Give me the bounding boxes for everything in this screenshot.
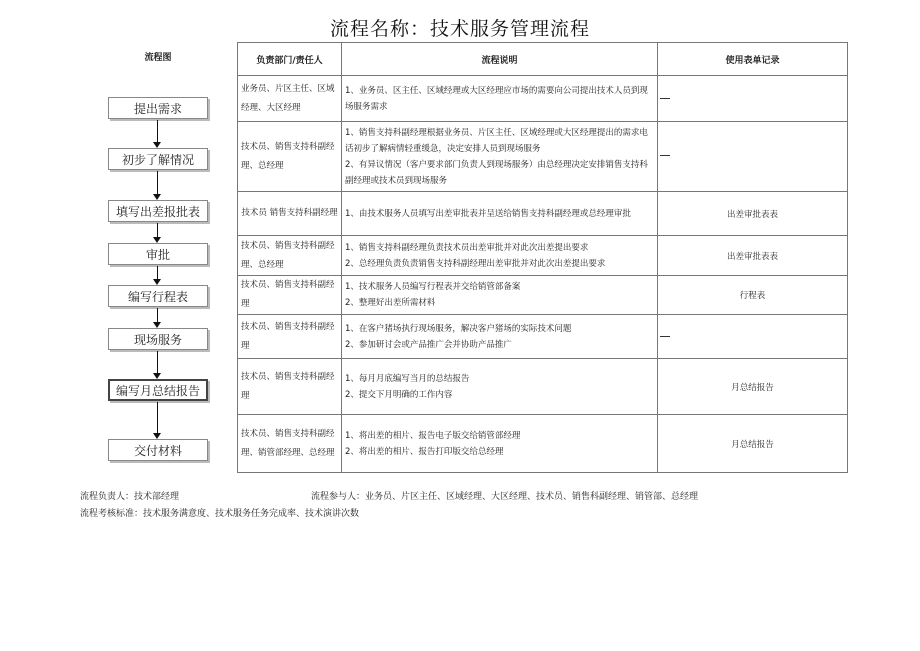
process-table: [237, 42, 848, 473]
flow-step-deliver-materials: 交付材料: [108, 439, 208, 461]
flow-arrow: [157, 266, 158, 283]
description-item: 1、技术服务人员编写行程表并交给销管部备案: [345, 282, 521, 292]
table-row: [238, 76, 848, 122]
flow-arrow: [157, 402, 158, 437]
flow-arrow: [157, 351, 158, 377]
row-description: [342, 276, 658, 315]
flow-step-fill-travel-form: 填写出差报批表: [108, 200, 208, 222]
description-item: 2、将出差的相片、报告打印版交给总经理: [345, 446, 504, 457]
flow-step-onsite-service: 现场服务: [108, 328, 208, 350]
row-department: 业务员、片区主任、区域经理、大区经理: [238, 76, 342, 122]
row-department: 技术员、销售支持科副经理、总经理: [238, 122, 342, 192]
flow-arrow: [157, 171, 158, 198]
flow-step-raise-request: 提出需求: [108, 97, 208, 119]
table-row: [238, 236, 848, 276]
empty-dash: [660, 98, 670, 99]
description-item: 1、由技术服务人员填写出差审批表并呈送给销售支持科副经理或总经理审批: [345, 208, 631, 219]
row-description: [342, 76, 658, 122]
row-description: [342, 415, 658, 473]
process-kpi: 流程考核标准：技术服务满意度、技术服务任务完成率、技术演讲次数: [80, 509, 360, 519]
description-item: 1、每月月底编写当月的总结报告: [345, 373, 470, 384]
table-row: [238, 415, 848, 473]
description-item: 2、有异议情况（客户要求部门负责人到现场服务）由总经理决定安排销售支持科副经理或技术员到现场服务: [345, 159, 648, 186]
process-owner: 流程负责人：技术部经理: [80, 492, 180, 502]
row-form: 出差审批表表: [658, 192, 848, 236]
row-form: 行程表: [658, 276, 848, 315]
description-item: 2、提交下月明确的工作内容: [345, 389, 453, 400]
empty-dash: [660, 336, 670, 337]
description-item: 2、参加研讨会或产品推广会并协助产品推广: [345, 339, 512, 350]
row-description: [342, 236, 658, 276]
row-description: [342, 192, 658, 236]
row-department: 技术员 销售支持科副经理: [238, 192, 342, 236]
description-item: 1、将出差的相片、报告电子版交给销管部经理: [345, 430, 521, 441]
header-forms: 使用表单记录: [658, 43, 848, 76]
row-description: [342, 315, 658, 359]
description-item: 1、业务员、区主任、区域经理或大区经理应市场的需要向公司提出技术人员到现场服务需求: [345, 85, 648, 112]
page-title: 流程名称：技术服务管理流程: [329, 18, 590, 40]
row-department: 技术员、销售支持科副经理: [238, 276, 342, 315]
table-row: [238, 192, 848, 236]
flow-step-approval: 审批: [108, 243, 208, 265]
header-description: 流程说明: [342, 43, 658, 76]
table-row: [238, 122, 848, 192]
table-row: [238, 315, 848, 359]
flow-arrow: [157, 223, 158, 241]
header-department: 负责部门/责任人: [238, 43, 342, 76]
description-item: 2、总经理负责负责销售支持科副经理出差审批并对此次出差提出要求: [345, 258, 606, 269]
empty-dash: [660, 155, 670, 156]
row-form: 月总结报告: [658, 359, 848, 415]
row-description: [342, 122, 658, 192]
flowchart-label: 流程图: [144, 53, 172, 63]
row-department: 技术员、销售支持科副经理、总经理: [238, 236, 342, 276]
description-item: 1、在客户猪场执行现场服务，解决客户猪场的实际技术问题: [345, 323, 572, 334]
row-form: 出差审批表表: [658, 236, 848, 276]
row-department: 技术员、销售支持科副经理: [238, 315, 342, 359]
row-form: [658, 122, 848, 192]
flow-step-monthly-report: 编写月总结报告: [108, 379, 208, 401]
description-item: 1、销售支持科副经理负责技术员出差审批并对此次出差提出要求: [345, 242, 589, 253]
description-item: 1、销售支持科副经理根据业务员、片区主任、区域经理或大区经理提出的需求电话初步了解病情轻重缓急，决定安排人员到现场服务: [345, 127, 648, 154]
row-form: [658, 76, 848, 122]
row-description: [342, 359, 658, 415]
description-item: 2、整理好出差所需材料: [345, 298, 436, 308]
row-department: 技术员、销售支持科副经理、销管部经理、总经理: [238, 415, 342, 473]
flow-step-write-itinerary: 编写行程表: [108, 285, 208, 307]
flow-arrow: [157, 120, 158, 146]
table-header-row: [238, 43, 848, 76]
flow-step-understand-situation: 初步了解情况: [108, 148, 208, 170]
row-form: [658, 315, 848, 359]
row-department: 技术员、销售支持科副经理: [238, 359, 342, 415]
row-form: 月总结报告: [658, 415, 848, 473]
table-row: [238, 359, 848, 415]
process-participants: 流程参与人：业务员、片区主任、区域经理、大区经理、技术员、销售科副经理、销管部、总经理: [311, 492, 699, 502]
table-row: [238, 276, 848, 315]
flow-arrow: [157, 308, 158, 326]
